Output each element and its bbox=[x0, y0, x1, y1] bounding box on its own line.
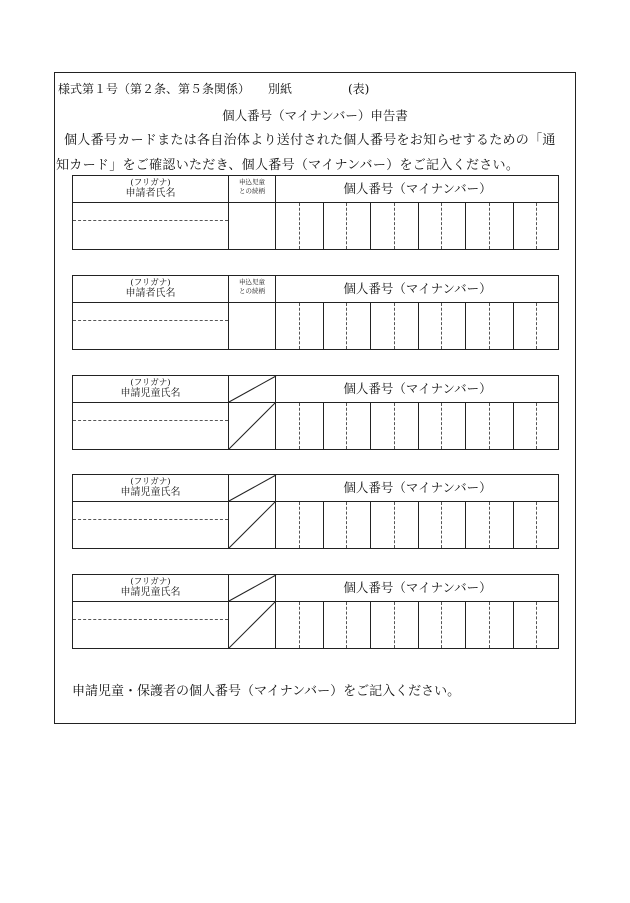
mynumber-digit-separator bbox=[489, 303, 490, 349]
child-block-3 bbox=[72, 574, 559, 649]
mynumber-digit-separator bbox=[370, 203, 371, 249]
mynumber-digit-separator bbox=[513, 502, 514, 548]
furigana-label: (フリガナ) bbox=[130, 278, 171, 288]
relation-strike bbox=[229, 575, 276, 648]
mynumber-header: 個人番号（マイナンバー） bbox=[343, 480, 492, 495]
mynumber-digit-separator bbox=[323, 303, 324, 349]
attachment-label: 別紙 bbox=[268, 82, 293, 96]
furigana-label: (フリガナ) bbox=[130, 178, 171, 188]
mynumber-header: 個人番号（マイナンバー） bbox=[343, 580, 492, 595]
relation-strike bbox=[229, 376, 276, 449]
mynumber-digit-separator bbox=[299, 602, 300, 648]
mynumber-digit-separator bbox=[370, 602, 371, 648]
mynumber-digit-separator bbox=[394, 602, 395, 648]
name-header bbox=[73, 575, 228, 601]
mynumber-digit-separator bbox=[323, 502, 324, 548]
mynumber-digit-separator bbox=[394, 203, 395, 249]
applicant-name-label: 申請者氏名 bbox=[125, 188, 176, 199]
mynumber-digit-separator bbox=[513, 203, 514, 249]
mynumber-digit-separator bbox=[465, 203, 466, 249]
name-header bbox=[73, 176, 228, 202]
mynumber-digit-separator bbox=[346, 303, 347, 349]
mynumber-digit-separator bbox=[489, 203, 490, 249]
mynumber-digit-separator bbox=[346, 502, 347, 548]
furigana-label: (フリガナ) bbox=[130, 577, 171, 587]
side-label: (表) bbox=[348, 82, 370, 96]
child-block-2 bbox=[72, 474, 559, 549]
mynumber-digit-separator bbox=[441, 602, 442, 648]
mynumber-digit-separator bbox=[394, 303, 395, 349]
child-block-1 bbox=[72, 375, 559, 450]
mynumber-digit-separator bbox=[536, 602, 537, 648]
furigana-label: (フリガナ) bbox=[130, 378, 171, 388]
mynumber-digit-separator bbox=[536, 203, 537, 249]
mynumber-digit-separator bbox=[346, 203, 347, 249]
mynumber-digit-separator bbox=[394, 403, 395, 449]
mynumber-digit-separator bbox=[536, 502, 537, 548]
mynumber-digit-separator bbox=[489, 403, 490, 449]
name-header bbox=[73, 376, 228, 402]
form-number: 様式第１号（第２条、第５条関係） bbox=[58, 82, 251, 96]
mynumber-digit-separator bbox=[418, 502, 419, 548]
mynumber-digit-separator bbox=[441, 502, 442, 548]
mynumber-digit-separator bbox=[513, 303, 514, 349]
child-name-label: 申請児童氏名 bbox=[120, 487, 181, 498]
mynumber-digit-separator bbox=[536, 303, 537, 349]
mynumber-digit-separator bbox=[418, 602, 419, 648]
intro-line-2: 知カード」をご確認いただき、個人番号（マイナンバー）をご記入ください。 bbox=[56, 158, 520, 173]
mynumber-digit-separator bbox=[441, 303, 442, 349]
relation-strike bbox=[229, 475, 276, 548]
mynumber-digit-separator bbox=[418, 203, 419, 249]
mynumber-digit-separator bbox=[370, 303, 371, 349]
mynumber-digit-separator bbox=[299, 203, 300, 249]
applicant-name-label: 申請者氏名 bbox=[125, 288, 176, 299]
mynumber-digit-separator bbox=[536, 403, 537, 449]
mynumber-digit-separator bbox=[323, 403, 324, 449]
name-header bbox=[73, 276, 228, 302]
relation-header: 申込児童 との続柄 bbox=[239, 278, 265, 295]
mynumber-digit-separator bbox=[323, 602, 324, 648]
mynumber-digit-separator bbox=[418, 303, 419, 349]
child-name-label: 申請児童氏名 bbox=[120, 587, 181, 598]
mynumber-digit-separator bbox=[394, 502, 395, 548]
mynumber-digit-separator bbox=[441, 403, 442, 449]
mynumber-digit-separator bbox=[370, 403, 371, 449]
applicant-block-1 bbox=[72, 175, 559, 250]
mynumber-digit-separator bbox=[299, 303, 300, 349]
relation-header: 申込児童 との続柄 bbox=[239, 178, 265, 195]
mynumber-digit-separator bbox=[370, 502, 371, 548]
mynumber-digit-separator bbox=[465, 602, 466, 648]
mynumber-digit-separator bbox=[323, 203, 324, 249]
mynumber-digit-separator bbox=[346, 403, 347, 449]
mynumber-digit-separator bbox=[465, 303, 466, 349]
page-title: 個人番号（マイナンバー）申告書 bbox=[222, 108, 408, 123]
intro-line-1: 個人番号カードまたは各自治体より送付された個人番号をお知らせするための「通 bbox=[64, 133, 556, 148]
mynumber-digit-separator bbox=[489, 602, 490, 648]
mynumber-digit-separator bbox=[441, 203, 442, 249]
mynumber-header: 個人番号（マイナンバー） bbox=[343, 281, 492, 296]
mynumber-digit-separator bbox=[299, 403, 300, 449]
mynumber-digit-separator bbox=[513, 403, 514, 449]
mynumber-digit-separator bbox=[465, 502, 466, 548]
mynumber-header: 個人番号（マイナンバー） bbox=[343, 381, 492, 396]
furigana-label: (フリガナ) bbox=[130, 477, 171, 487]
mynumber-digit-separator bbox=[513, 602, 514, 648]
name-header bbox=[73, 475, 228, 501]
footer-note: 申請児童・保護者の個人番号（マイナンバー）をご記入ください。 bbox=[72, 684, 461, 699]
mynumber-header: 個人番号（マイナンバー） bbox=[343, 181, 492, 196]
mynumber-digit-separator bbox=[418, 403, 419, 449]
mynumber-digit-separator bbox=[299, 502, 300, 548]
mynumber-digit-separator bbox=[489, 502, 490, 548]
mynumber-digit-separator bbox=[346, 602, 347, 648]
mynumber-digit-separator bbox=[465, 403, 466, 449]
child-name-label: 申請児童氏名 bbox=[120, 388, 181, 399]
applicant-block-2 bbox=[72, 275, 559, 350]
